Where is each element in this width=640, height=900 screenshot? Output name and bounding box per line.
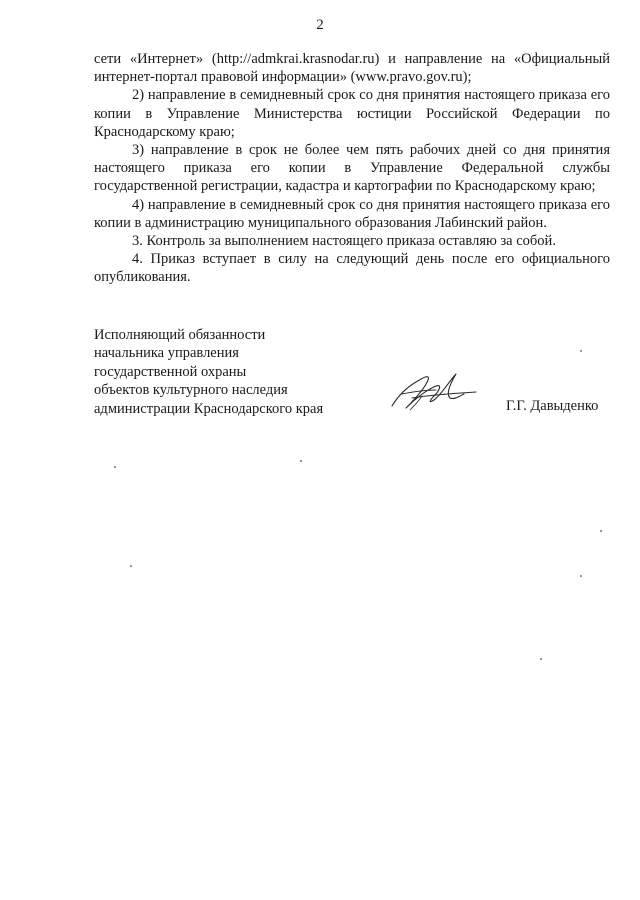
paragraph-continuation: сети «Интернет» (http://admkrai.krasnodar.ru) и направление на «Официальный интернет-портал правовой информации» (www.pravo.gov.ru); bbox=[94, 51, 610, 86]
scan-speck bbox=[580, 350, 582, 352]
position-line: объектов культурного наследия bbox=[94, 382, 288, 399]
paragraph-item-4: 4) направление в семидневный срок со дня принятия настоящего приказа его копии в администрацию муниципального образования Лабинский район. bbox=[94, 196, 610, 231]
scan-speck bbox=[300, 460, 302, 462]
position-line: Исполняющий обязанности bbox=[94, 327, 266, 343]
scan-speck bbox=[580, 575, 582, 577]
paragraph-item-2: 2) направление в семидневный срок со дня принятия настоящего приказа его копии в Управление Министерства юстиции Российской Федерации по Краснодарскому краю; bbox=[94, 87, 610, 140]
page-number: 2 bbox=[316, 17, 324, 33]
handwritten-signature bbox=[384, 366, 484, 414]
scan-speck bbox=[114, 466, 116, 468]
scan-speck bbox=[130, 565, 132, 567]
scan-speck bbox=[600, 530, 602, 532]
position-line: начальника управления bbox=[94, 345, 239, 362]
document-body bbox=[94, 50, 610, 287]
scan-speck bbox=[540, 658, 542, 660]
position-line: государственной охраны bbox=[94, 363, 247, 380]
paragraph-clause-3: 3. Контроль за выполнением настоящего приказа оставляю за собой. bbox=[132, 233, 556, 250]
paragraph-clause-4: 4. Приказ вступает в силу на следующий день после его официального опубликования. bbox=[94, 251, 610, 286]
signer-name: Г.Г. Давыденко bbox=[506, 398, 599, 414]
paragraph-item-3: 3) направление в срок не более чем пять рабочих дней со дня принятия настоящего приказа его копии в Управление Федеральной службы государственной регистрации, кадастра и картографии по Краснодарскому краю; bbox=[94, 142, 610, 195]
position-line: администрации Краснодарского края bbox=[94, 400, 324, 417]
